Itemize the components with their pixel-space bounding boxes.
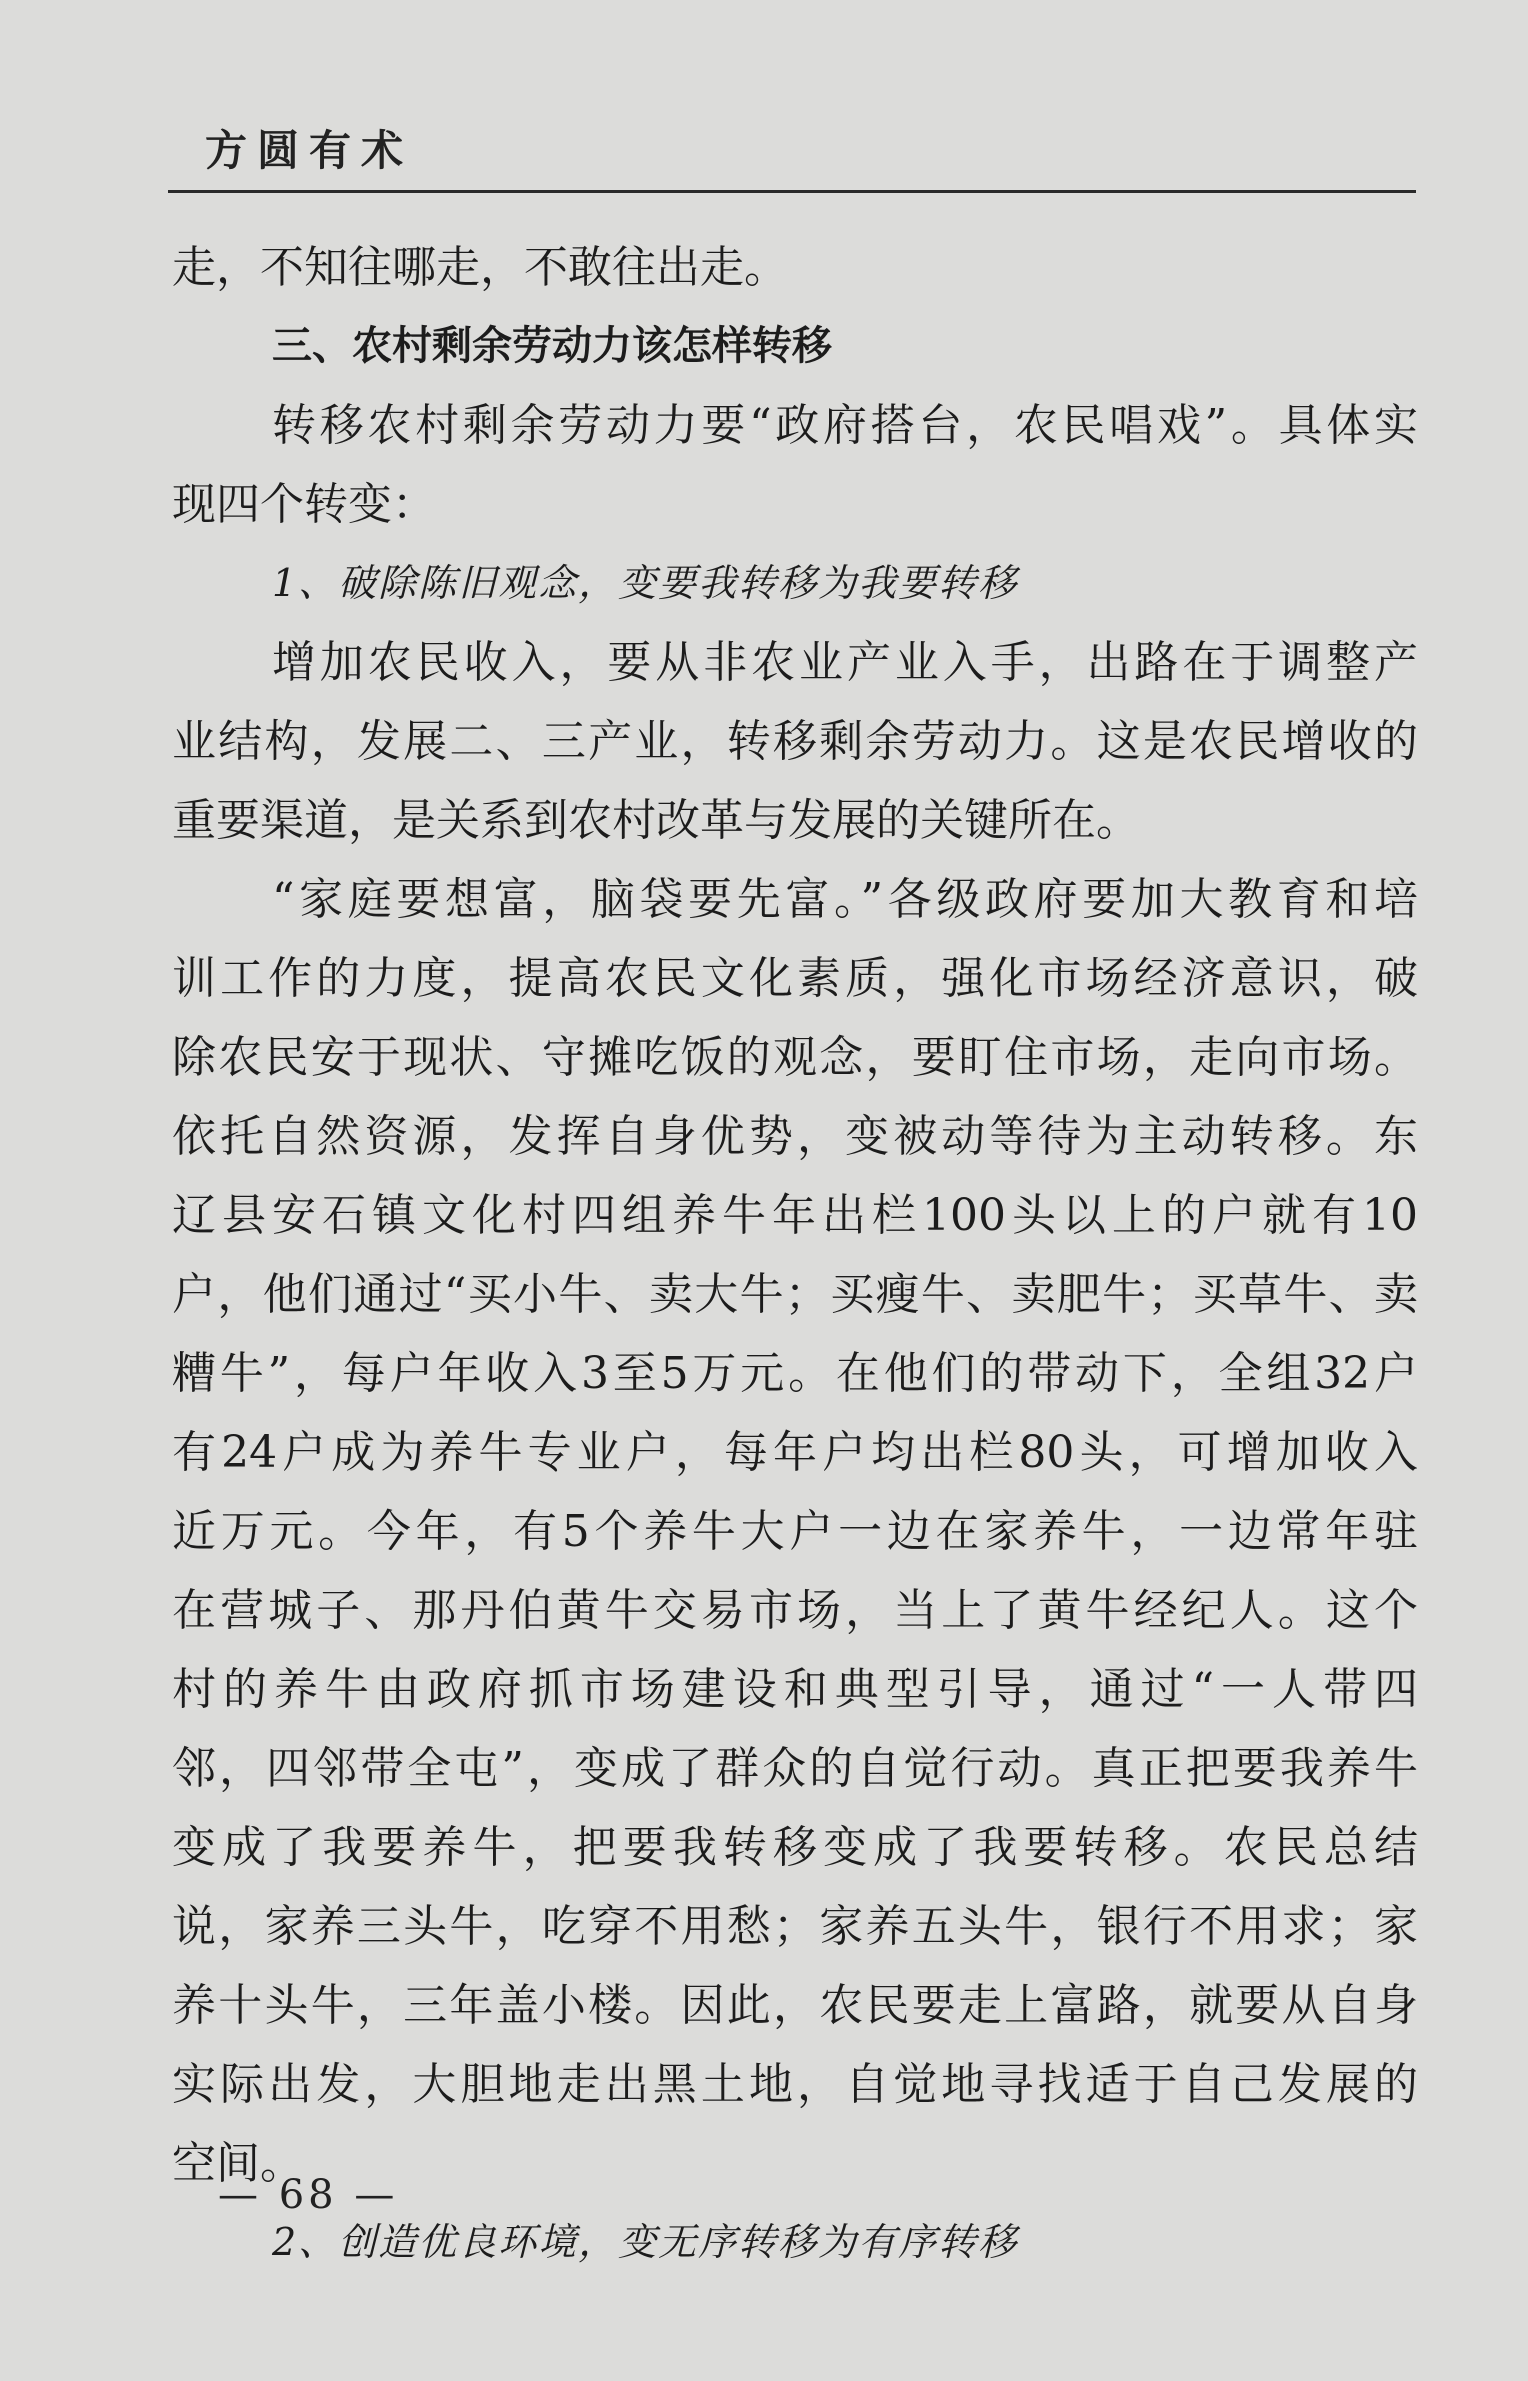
text-line: 糟牛”，每户年收入3至5万元。在他们的带动下，全组32户 [172,1348,1418,1399]
text-line: 户，他们通过“买小牛、卖大牛；买瘦牛、卖肥牛；买草牛、卖 [172,1269,1418,1320]
text-line: 重要渠道，是关系到农村改革与发展的关键所在。 [172,795,1140,846]
text-line: 养十头牛，三年盖小楼。因此，农民要走上富路，就要从自身 [172,1980,1418,2031]
text-line: 依托自然资源，发挥自身优势，变被动等待为主动转移。东 [172,1111,1418,1162]
text-line: 走，不知往哪走，不敢往出走。 [172,242,788,293]
text-line: 空间。 [172,2138,304,2189]
text-line: 转移农村剩余劳动力要“政府搭台，农民唱戏”。具体实 [272,400,1418,451]
text-line: 变成了我要养牛，把要我转移变成了我要转移。农民总结 [172,1822,1418,1873]
page-number: — 68 — [218,2172,399,2218]
text-line: 实际出发，大胆地走出黑土地，自觉地寻找适于自己发展的 [172,2059,1418,2110]
text-line: 训工作的力度，提高农民文化素质，强化市场经济意识，破 [172,953,1418,1004]
text-line: 在营城子、那丹伯黄牛交易市场，当上了黄牛经纪人。这个 [172,1585,1418,1636]
text-line: 村的养牛由政府抓市场建设和典型引导，通过“一人带四 [172,1664,1418,1715]
running-head: 方圆有术 [205,126,414,175]
text-line: 增加农民收入，要从非农业产业入手，出路在于调整产 [272,637,1418,688]
text-line: 说，家养三头牛，吃穿不用愁；家养五头牛，银行不用求；家 [172,1901,1418,1952]
header-rule [168,190,1416,193]
section-heading: 三、农村剩余劳动力该怎样转移 [272,323,832,369]
text-line: 近万元。今年，有5个养牛大户一边在家养牛，一边常年驻 [172,1506,1418,1557]
text-line: 辽县安石镇文化村四组养牛年出栏100头以上的户就有10 [172,1190,1418,1241]
subsection-heading: 1、破除陈旧观念，变要我转移为我要转移 [272,561,1019,605]
subsection-heading: 2、创造优良环境，变无序转移为有序转移 [272,2220,1019,2264]
text-line: 有24户成为养牛专业户，每年户均出栏80头，可增加收入 [172,1427,1418,1478]
text-line: 邻，四邻带全屯”，变成了群众的自觉行动。真正把要我养牛 [172,1743,1418,1794]
text-line: 业结构，发展二、三产业，转移剩余劳动力。这是农民增收的 [172,716,1418,767]
text-line: 现四个转变： [172,479,436,530]
text-line: “家庭要想富，脑袋要先富。”各级政府要加大教育和培 [272,874,1418,925]
body-text [172,228,1418,2282]
text-line: 除农民安于现状、守摊吃饭的观念，要盯住市场，走向市场。 [172,1032,1418,1083]
